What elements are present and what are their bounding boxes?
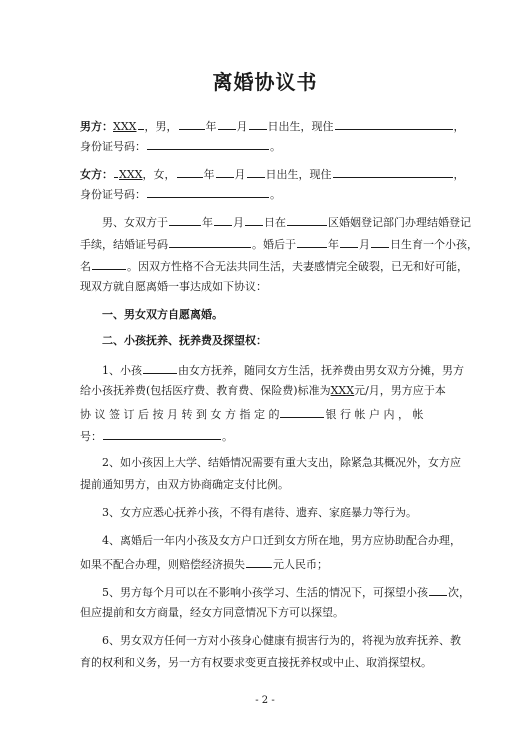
blank bbox=[297, 236, 327, 248]
id-label: 身份证号码： bbox=[80, 140, 146, 153]
blank bbox=[247, 166, 265, 178]
intro-text: 年 bbox=[202, 216, 213, 229]
male-gender: ，男， bbox=[144, 120, 178, 133]
item-text: 元人民币； bbox=[273, 558, 328, 571]
month-text: 月 bbox=[236, 120, 248, 133]
blank bbox=[214, 214, 232, 226]
intro-text: 月 bbox=[359, 238, 370, 251]
male-id-line: 身份证号码： 。 bbox=[80, 140, 281, 153]
blank bbox=[169, 236, 251, 248]
intro-text: 区婚姻登记部门办理结婚登记 bbox=[328, 216, 471, 229]
page-number: - 2 - bbox=[255, 695, 275, 706]
intro-text: 手续，结婚证号码 bbox=[80, 238, 168, 251]
item-text: 给小孩抚养费(包括医疗费、教育费、保险费)标准为 bbox=[80, 384, 331, 397]
year-text: 年 bbox=[205, 120, 217, 133]
blank bbox=[179, 118, 205, 130]
year-text: 年 bbox=[203, 168, 215, 181]
item-5-line-2: 但应提前和女方商量，经女方同意情况下方可以探望。 bbox=[80, 606, 344, 619]
item-text: 元/月，男方应于本 bbox=[354, 384, 446, 397]
male-name: XXX bbox=[113, 120, 137, 133]
intro-text: 日在 bbox=[264, 216, 286, 229]
section-2-heading: 二、小孩抚养、抚养费及探望权： bbox=[102, 334, 267, 347]
item-1-line-4 bbox=[80, 428, 455, 444]
item-2-line-1: 2、如小孩因上大学、结婚情况需要有重大支出，除紧急其概况外，女方应 bbox=[102, 456, 461, 469]
blank bbox=[218, 118, 236, 130]
intro-line-2 bbox=[80, 236, 478, 252]
male-info-line: 男方：XXX ，男， 年 月 日出生，现住 ， bbox=[80, 120, 465, 133]
blank bbox=[429, 584, 447, 596]
address-blank bbox=[335, 118, 453, 130]
blank bbox=[143, 362, 177, 374]
account-blank bbox=[103, 428, 221, 440]
item-text: 如果不配合办理，则赔偿经济损失 bbox=[80, 558, 245, 571]
blank bbox=[245, 214, 263, 226]
blank bbox=[249, 118, 267, 130]
intro-text: 。因双方性格不合无法共同生活，夫妻感情完全破裂，已无和好可能， bbox=[127, 260, 468, 273]
blank bbox=[177, 166, 203, 178]
born-text: 日出生，现住 bbox=[267, 120, 334, 133]
item-4-line-2 bbox=[80, 556, 455, 572]
intro-text: 男、女双方于 bbox=[102, 216, 168, 229]
item-6-line-1: 6、男女双方任何一方对小孩身心健康有损害行为的，将视为放弃抚养、教 bbox=[102, 634, 461, 647]
item-4-line-1: 4、离婚后一年内小孩及女方户口迁到女方所在地，男方应协助配合办理， bbox=[102, 534, 461, 547]
section-1-heading: 一、男女双方自愿离婚。 bbox=[102, 308, 223, 321]
blank bbox=[216, 166, 234, 178]
id-blank bbox=[147, 186, 269, 198]
intro-text: 名 bbox=[80, 260, 91, 273]
item-text: 1、小孩 bbox=[102, 364, 142, 377]
item-text: 次， bbox=[448, 586, 470, 599]
born-text: 日出生，现住 bbox=[265, 168, 332, 181]
blank bbox=[92, 258, 126, 270]
item-2-line-2: 提前通知男方，由双方协商确定支付比例。 bbox=[80, 478, 289, 491]
id-label: 身份证号码： bbox=[80, 188, 146, 201]
document-title: 离婚协议书 bbox=[212, 70, 318, 94]
intro-text: 月 bbox=[233, 216, 244, 229]
item-1-line-2 bbox=[80, 384, 455, 398]
intro-line-1 bbox=[102, 214, 471, 230]
item-5-line-1 bbox=[102, 584, 477, 600]
item-6-line-2: 育的权利和义务，另一方有权要求变更直接抚养权或中止、取消探望权。 bbox=[80, 656, 432, 669]
item-text: 号： bbox=[80, 430, 102, 443]
intro-text: 现双方就自愿离婚一事达成如下协议： bbox=[80, 280, 267, 293]
item-text: 5、男方每个月可以在不影响小孩学习、生活的情况下，可探望小孩 bbox=[102, 586, 428, 599]
intro-text: 日生育一个小孩， bbox=[390, 238, 478, 251]
female-id-line: 身份证号码： 。 bbox=[80, 188, 281, 201]
blank bbox=[169, 214, 201, 226]
female-name: XXX bbox=[119, 168, 143, 181]
fee-amount: XXX bbox=[330, 384, 355, 397]
intro-line-4 bbox=[80, 280, 455, 294]
intro-text: 年 bbox=[328, 238, 339, 251]
item-text: 。 bbox=[222, 430, 233, 443]
male-label: 男方： bbox=[80, 120, 113, 133]
female-info-line: 女方： XXX，女， 年 月 日出生，现住 ， bbox=[80, 168, 465, 181]
blank bbox=[246, 556, 272, 568]
female-label: 女方： bbox=[80, 168, 113, 181]
month-text: 月 bbox=[234, 168, 246, 181]
item-text: 由女方抚养，随同女方生活，抚养费由男女双方分摊，男方 bbox=[178, 364, 464, 377]
item-text: 银 行 帐 户 内 ， 帐 bbox=[325, 408, 424, 421]
id-blank bbox=[147, 138, 269, 150]
intro-text: 。婚后于 bbox=[252, 238, 296, 251]
address-blank bbox=[333, 166, 453, 178]
female-gender: ，女， bbox=[142, 168, 176, 181]
intro-line-3 bbox=[80, 258, 468, 274]
blank bbox=[340, 236, 358, 248]
item-3-line-1: 3、女方应悉心抚养小孩，不得有虐待、遗弃、家庭暴力等行为。 bbox=[102, 506, 417, 519]
blank bbox=[114, 166, 118, 178]
blank bbox=[138, 118, 144, 130]
blank bbox=[287, 214, 327, 226]
item-1-line-1 bbox=[102, 362, 477, 378]
item-text: 协 议 签 订 后 按 月 转 到 女 方 指 定 的 bbox=[80, 408, 280, 421]
blank bbox=[371, 236, 389, 248]
bank-blank bbox=[280, 406, 324, 418]
item-1-line-3 bbox=[80, 406, 455, 422]
